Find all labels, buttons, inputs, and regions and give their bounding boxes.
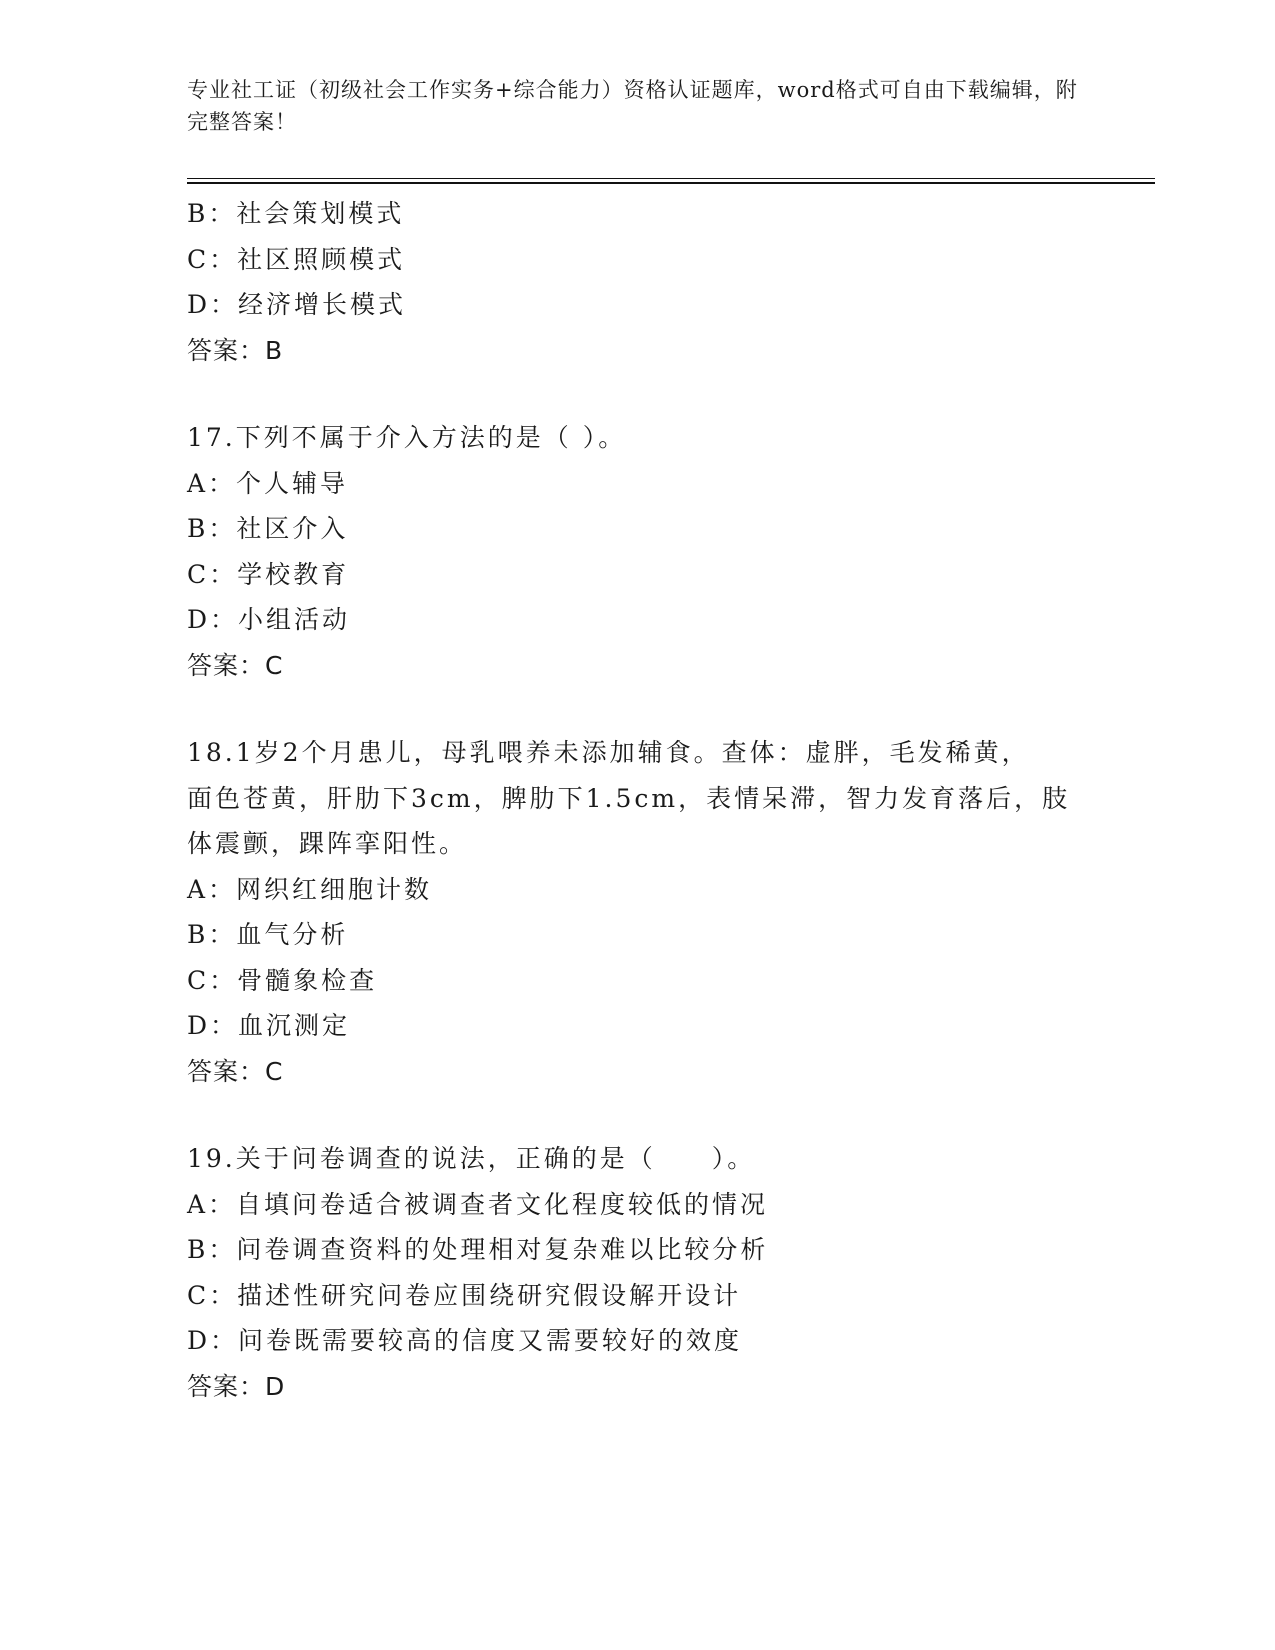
question-17 <box>187 415 1107 688</box>
option-c: C：描述性研究问卷应围绕研究假设解开设计 <box>187 1280 742 1310</box>
option-a: A：网织红细胞计数 <box>187 874 433 904</box>
option-d: D：经济增长模式 <box>187 290 407 319</box>
option-c: C：学校教育 <box>187 559 350 589</box>
question-18 <box>187 730 1107 1094</box>
option-b: B：社会策划模式 <box>187 199 405 228</box>
question-19 <box>187 1136 1107 1409</box>
question-text: 19.关于问卷调查的说法，正确的是（ ）。 <box>187 1144 756 1173</box>
document-header <box>187 74 1097 138</box>
question-16-continued <box>187 191 1107 373</box>
option-c: C：社区照顾模式 <box>187 244 406 274</box>
question-text: 17.下列不属于介入方法的是（ ）。 <box>187 423 627 452</box>
answer-line: 答案：B <box>187 335 284 365</box>
option-c: C：骨髓象检查 <box>187 965 378 995</box>
option-a: A：个人辅导 <box>187 468 349 498</box>
option-b: B：问卷调查资料的处理相对复杂难以比较分析 <box>187 1235 769 1264</box>
question-list <box>187 191 1107 1409</box>
question-text-line-2: 面色苍黄，肝肋下3cm，脾肋下1.5cm，表情呆滞，智力发育落后，肢 <box>187 783 1071 813</box>
header-divider-thin <box>187 178 1155 179</box>
option-d: D：血沉测定 <box>187 1011 351 1040</box>
question-text-line-3: 体震颤，踝阵挛阳性。 <box>187 829 468 858</box>
answer-line: 答案：C <box>187 1056 284 1086</box>
option-b: B：血气分析 <box>187 920 349 949</box>
answer-line: 答案：C <box>187 650 284 680</box>
option-a: A：自填问卷适合被调查者文化程度较低的情况 <box>187 1189 769 1219</box>
header-divider-thick <box>187 182 1155 184</box>
header-title: 专业社工证（初级社会工作实务+综合能力）资格认证题库，word格式可自由下载编辑，附完整答案！ <box>187 78 1078 134</box>
question-text-line-1: 18.1岁2个月患儿，母乳喂养未添加辅食。查体：虚胖，毛发稀黄， <box>187 738 1030 767</box>
option-d: D：问卷既需要较高的信度又需要较好的效度 <box>187 1326 743 1355</box>
option-b: B：社区介入 <box>187 514 349 543</box>
answer-line: 答案：D <box>187 1371 286 1401</box>
option-d: D：小组活动 <box>187 605 351 634</box>
